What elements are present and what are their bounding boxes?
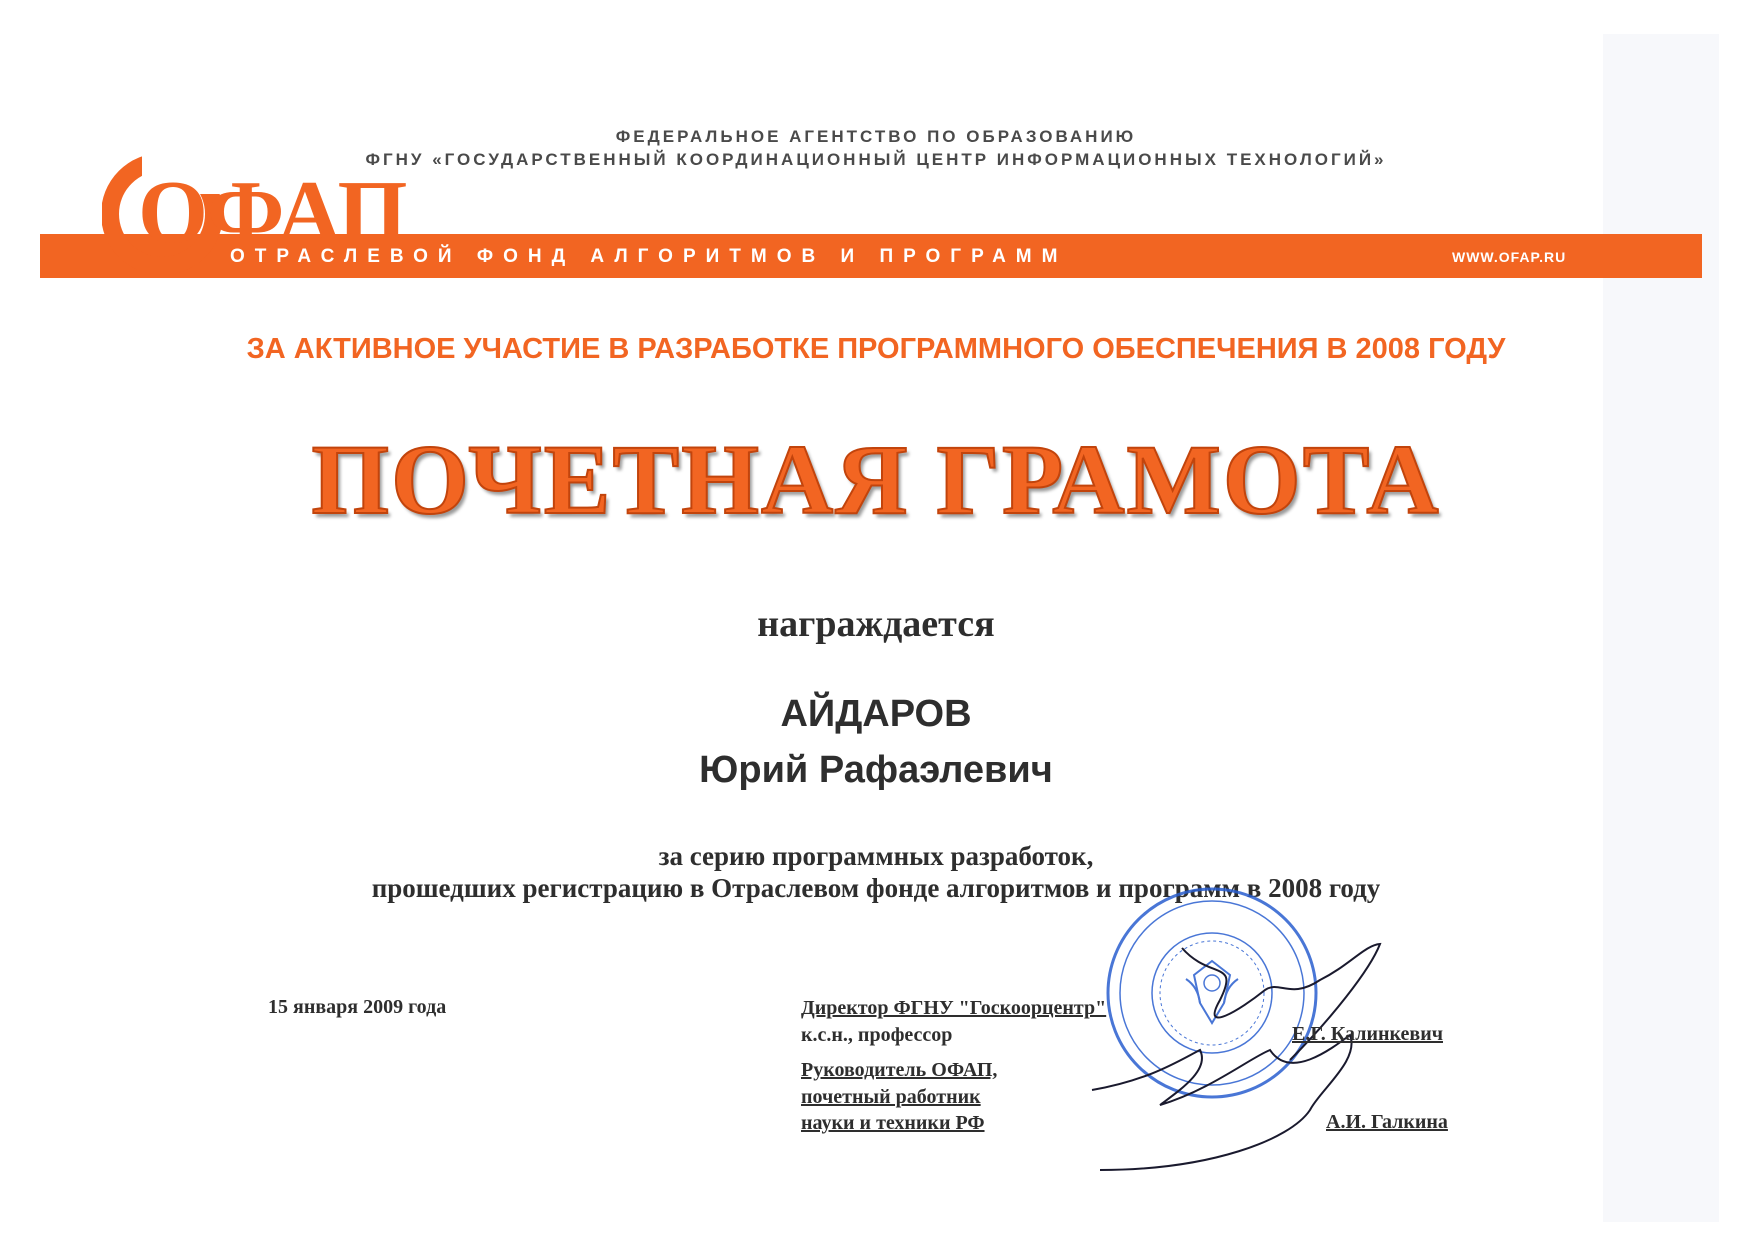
head-title-line-2: почетный работник <box>801 1086 981 1108</box>
head-name: А.И. Галкина <box>1326 1111 1448 1133</box>
issue-date: 15 января 2009 года <box>268 996 447 1018</box>
dedication-line: ЗА АКТИВНОЕ УЧАСТИЕ В РАЗРАБОТКЕ ПРОГРАММНОГО ОБЕСПЕЧЕНИЯ В 2008 ГОДУ <box>246 333 1506 365</box>
signature-strokes-icon <box>1090 940 1450 1190</box>
center-header: ФГНУ «ГОСУДАРСТВЕННЫЙ КООРДИНАЦИОННЫЙ ЦЕНТР ИНФОРМАЦИОННЫХ ТЕХНОЛОГИЙ» <box>365 150 1387 169</box>
director-title-line-1: Директор ФГНУ "Госкоорцентр" <box>801 997 1107 1019</box>
director-title-line-2: к.с.н., профессор <box>801 1024 953 1046</box>
band-text: ОТРАСЛЕВОЙ ФОНД АЛГОРИТМОВ И ПРОГРАММ <box>230 246 1068 267</box>
certificate-title: ПОЧЕТНАЯ ГРАМОТА <box>311 424 1441 535</box>
awarded-label: награждается <box>757 603 995 645</box>
agency-header: ФЕДЕРАЛЬНОЕ АГЕНТСТВО ПО ОБРАЗОВАНИЮ <box>615 127 1137 146</box>
reason-line-2: прошедших регистрацию в Отраслевом фонде алгоритмов и программ в 2008 году <box>371 873 1381 903</box>
reason-line-1: за серию программных разработок, <box>658 841 1094 871</box>
website-link[interactable]: WWW.OFAP.RU <box>1452 249 1567 265</box>
head-title-line-3: науки и техники РФ <box>801 1112 985 1134</box>
logo-text: ОФАП <box>138 163 406 262</box>
director-name: Е.Г. Калинкевич <box>1292 1023 1443 1045</box>
recipient-given-names: Юрий Рафаэлевич <box>699 749 1053 791</box>
head-title-line-1: Руководитель ОФАП, <box>801 1059 998 1081</box>
recipient-surname: АЙДАРОВ <box>780 693 972 735</box>
